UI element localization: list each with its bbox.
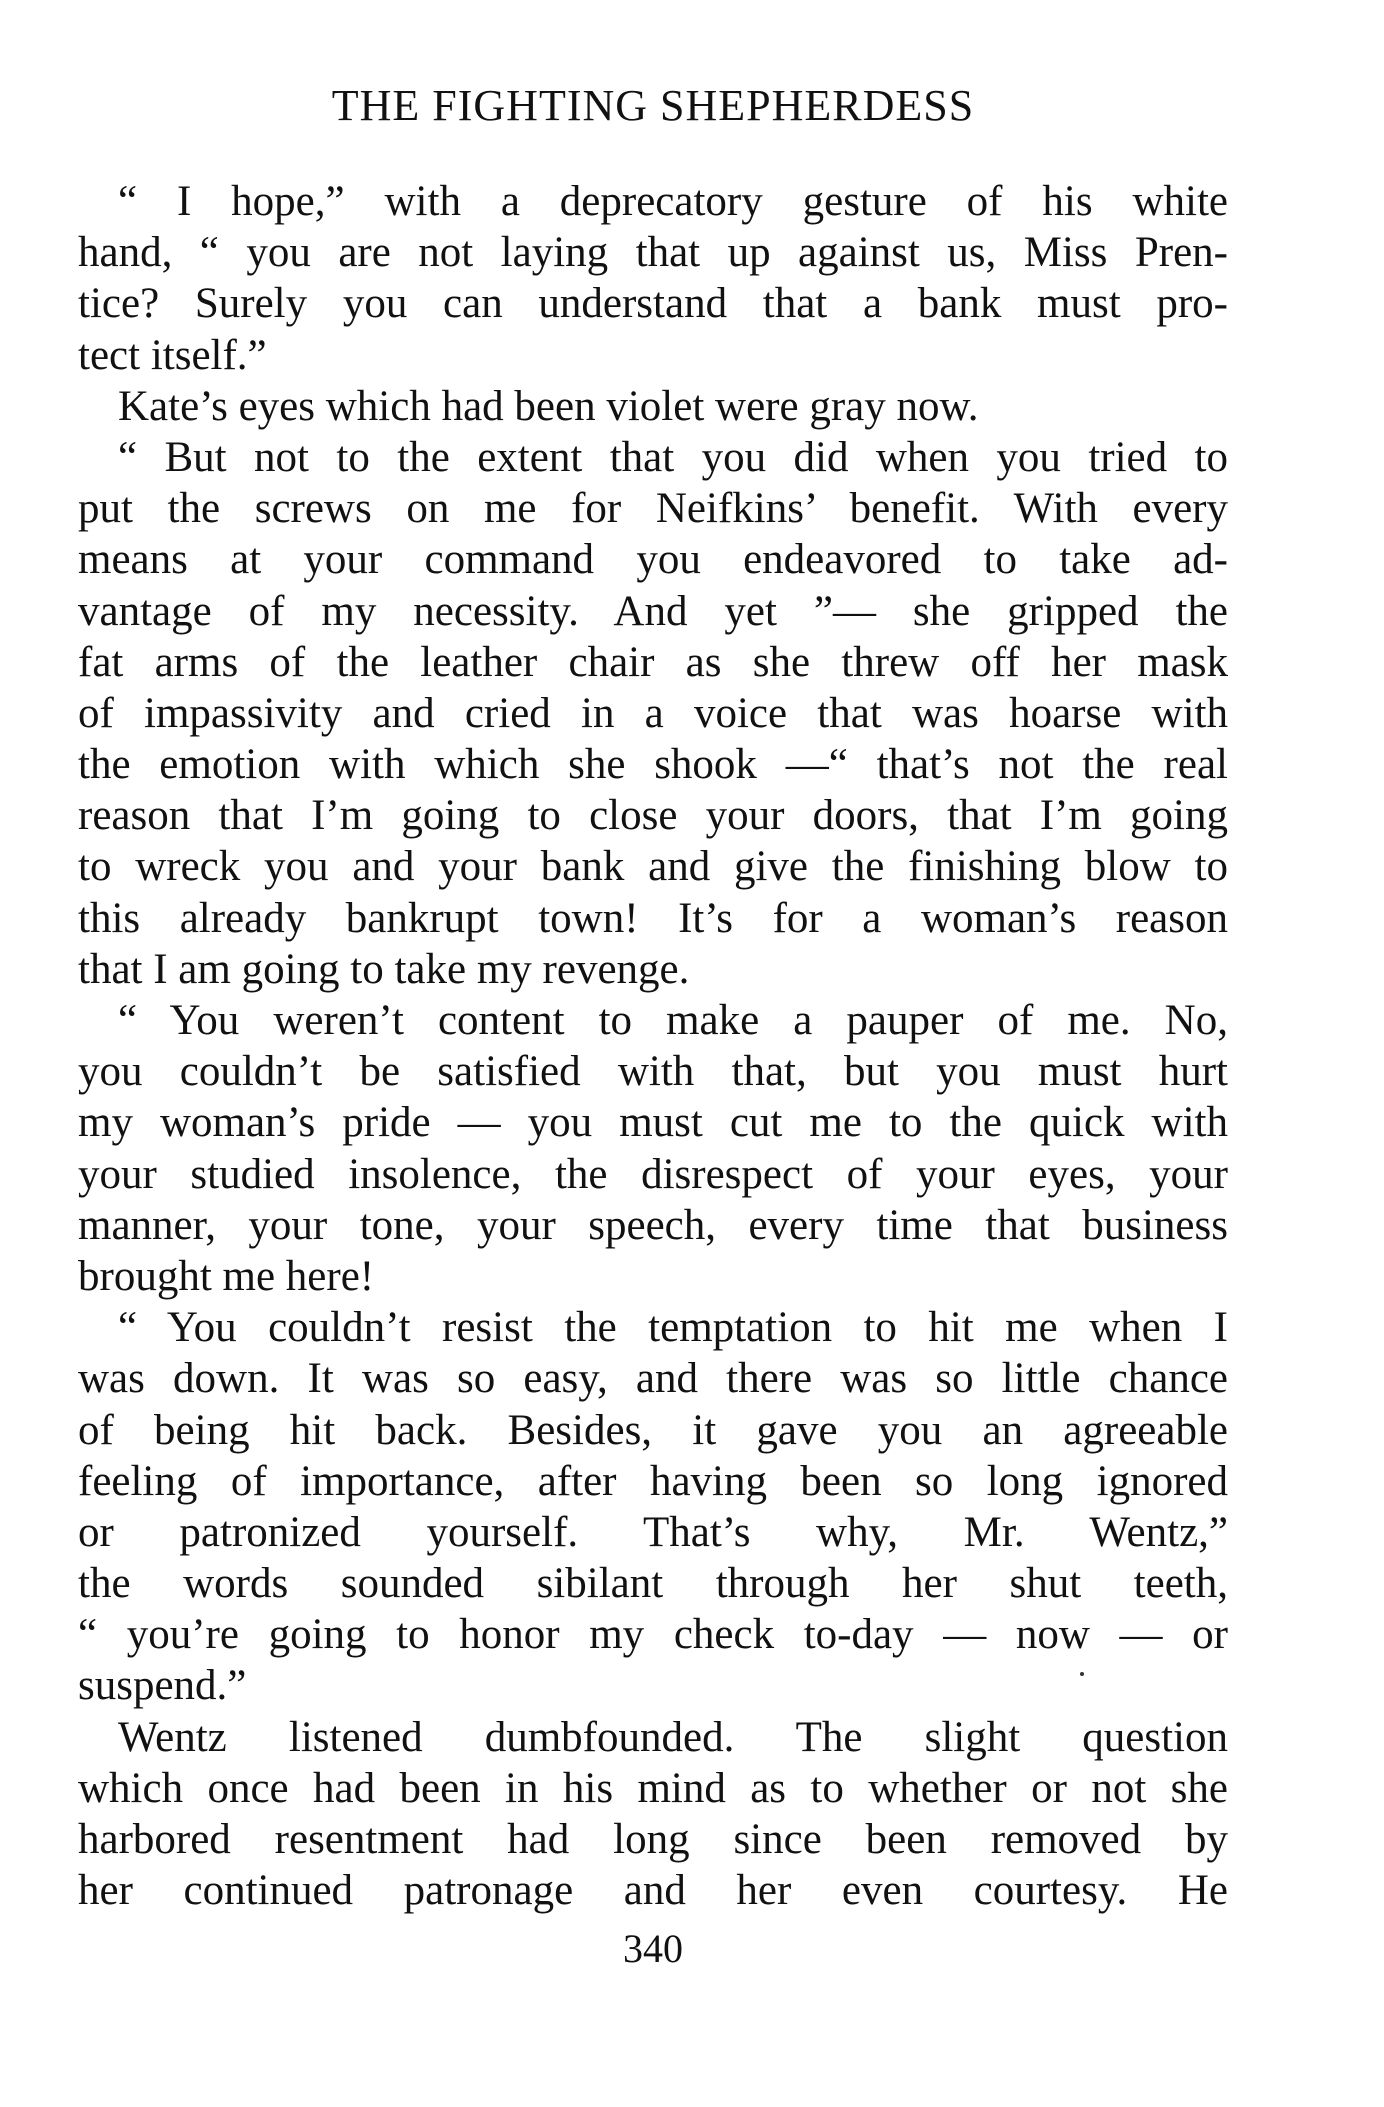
text-line: harbored resentment had long since been removed by bbox=[78, 1816, 1228, 1863]
text-line: “ You couldn’t resist the temptation to hit me when I bbox=[118, 1304, 1228, 1352]
text-line: Wentz listened dumbfounded. The slight question bbox=[118, 1713, 1228, 1761]
text-line: Kate’s eyes which had been violet were gray now. bbox=[118, 382, 979, 430]
text-line: fat arms of the leather chair as she threw off her mask bbox=[78, 638, 1228, 686]
text-line: “ But not to the extent that you did when you tried to bbox=[118, 433, 1228, 481]
body-text bbox=[78, 176, 1228, 1916]
text-line: put the screws on me for Neifkins’ benefit. With every bbox=[78, 485, 1228, 533]
text-line: “ I hope,” with a deprecatory gesture of his white bbox=[118, 178, 1228, 225]
text-line: this already bankrupt town! It’s for a woman’s reason bbox=[78, 894, 1228, 942]
text-line: hand, “ you are not laying that up against us, Miss Pren- bbox=[78, 229, 1228, 277]
text-line: of being hit back. Besides, it gave you an agreeable bbox=[78, 1406, 1228, 1454]
text-line: tice? Surely you can understand that a bank must pro- bbox=[78, 280, 1228, 328]
text-line: tect itself.” bbox=[78, 331, 267, 379]
text-line: or patronized yourself. That’s why, Mr. Wentz,” bbox=[78, 1508, 1228, 1556]
text-line: feeling of importance, after having been so long ignored bbox=[78, 1457, 1228, 1505]
ink-speck bbox=[1080, 1672, 1084, 1676]
text-line: brought me here! bbox=[78, 1252, 375, 1300]
text-line: means at your command you endeavored to take ad- bbox=[78, 536, 1228, 584]
text-line: “ you’re going to honor my check to-day — now — or bbox=[78, 1611, 1228, 1659]
text-line: was down. It was so easy, and there was so little chance bbox=[78, 1355, 1228, 1403]
text-line: the emotion with which she shook —“ that’s not the real bbox=[78, 741, 1228, 789]
text-line: “ You weren’t content to make a pauper of me. No, bbox=[118, 997, 1228, 1044]
text-line: manner, your tone, your speech, every time that business bbox=[78, 1201, 1228, 1249]
text-line: suspend.” bbox=[78, 1662, 247, 1710]
text-line: her continued patronage and her even courtesy. He bbox=[78, 1867, 1228, 1915]
text-line: reason that I’m going to close your doors, that I’m going bbox=[78, 792, 1228, 840]
page-number: 340 bbox=[623, 1926, 683, 1971]
text-line: to wreck you and your bank and give the finishing blow to bbox=[78, 843, 1228, 891]
text-line: which once had been in his mind as to whether or not she bbox=[78, 1764, 1228, 1812]
text-line: vantage of my necessity. And yet ”— she gripped the bbox=[78, 587, 1228, 635]
text-line: the words sounded sibilant through her shut teeth, bbox=[78, 1560, 1228, 1608]
text-line: your studied insolence, the disrespect of your eyes, your bbox=[78, 1150, 1228, 1198]
text-line: of impassivity and cried in a voice that was hoarse with bbox=[78, 689, 1228, 737]
text-line: that I am going to take my revenge. bbox=[78, 945, 690, 993]
running-head: THE FIGHTING SHEPHERDESS bbox=[331, 81, 975, 130]
text-line: you couldn’t be satisfied with that, but you must hurt bbox=[78, 1048, 1228, 1096]
text-line: my woman’s pride — you must cut me to the quick with bbox=[78, 1099, 1228, 1147]
